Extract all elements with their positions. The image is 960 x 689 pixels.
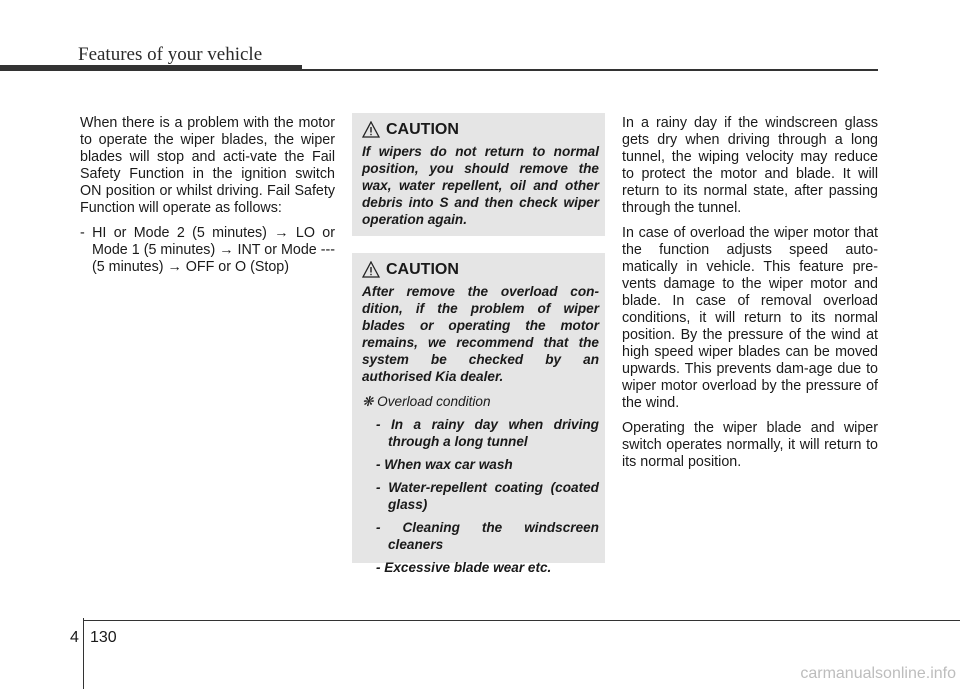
caution-text: After remove the overload con-dition, if the problem of wiper blades or operating the motor remains, we recommend that the system be checked by an authorised Kia dealer. <box>362 284 599 384</box>
chapter-number: 4 <box>70 629 79 646</box>
list-item: - Water-repellent coating (coated glass) <box>376 480 599 512</box>
right-paragraph: In case of overload the wiper motor that the function adjusts speed auto-matically in vehicle. This feature pre-vents damage to the wiper motor and blade. In case of removal overload conditions, it will return to its normal position. By the pressure of the wind at high speed wiper blades can be moved upwards. This prevents dam-age due to wiper motor overload by the pressure of the wind. <box>622 225 878 411</box>
list-item: - In a rainy day when driving through a long tunnel <box>376 417 599 449</box>
right-paragraph: In a rainy day if the windscreen glass gets dry when driving through a long tunnel, the wiping velocity may reduce to protect the motor and blade. It will return to its normal state, after passing through the tunnel. <box>622 115 878 216</box>
caution-box-overload <box>352 253 605 575</box>
list-item: - Excessive blade wear etc. <box>376 560 552 575</box>
caution-title: CAUTION <box>386 261 459 278</box>
page-number: 130 <box>90 629 117 646</box>
right-column <box>622 115 878 479</box>
page-number-divider <box>83 618 84 689</box>
fail-safety-sequence: - HI or Mode 2 (5 minutes) → LO or Mode 1 (5 minutes) → INT or Mode --- (5 minutes) → OFF or O (Stop) <box>80 225 335 275</box>
warning-triangle-icon <box>362 121 380 139</box>
header-bar-thick <box>0 65 302 71</box>
page-header-title: Features of your vehicle <box>78 44 263 65</box>
caution-box-wiper-return <box>352 113 605 236</box>
list-item: - Cleaning the windscreen cleaners <box>376 520 599 552</box>
footer-line <box>83 620 960 621</box>
left-paragraph: When there is a problem with the motor to operate the wiper blades, the wiper blades will stop and acti-vate the Fail Safety Function in the ignition switch ON position or whilst driving. Fail Safety Function will operate as follows: <box>80 115 335 216</box>
left-column <box>80 115 335 276</box>
warning-triangle-icon <box>362 261 380 279</box>
watermark: carmanualsonline.info <box>800 665 956 682</box>
right-paragraph: Operating the wiper blade and wiper switch operates normally, it will return to its normal position. <box>622 420 878 470</box>
caution-text: If wipers do not return to normal position, you should remove the wax, water repellent, oil and other debris into S and then check wiper operation again. <box>362 144 599 227</box>
caution-title: CAUTION <box>386 121 459 138</box>
overload-condition-title: ❋ Overload condition <box>362 394 491 409</box>
header-bar-thin <box>302 69 878 71</box>
list-item: - When wax car wash <box>376 457 513 472</box>
overload-condition-list <box>362 416 599 576</box>
